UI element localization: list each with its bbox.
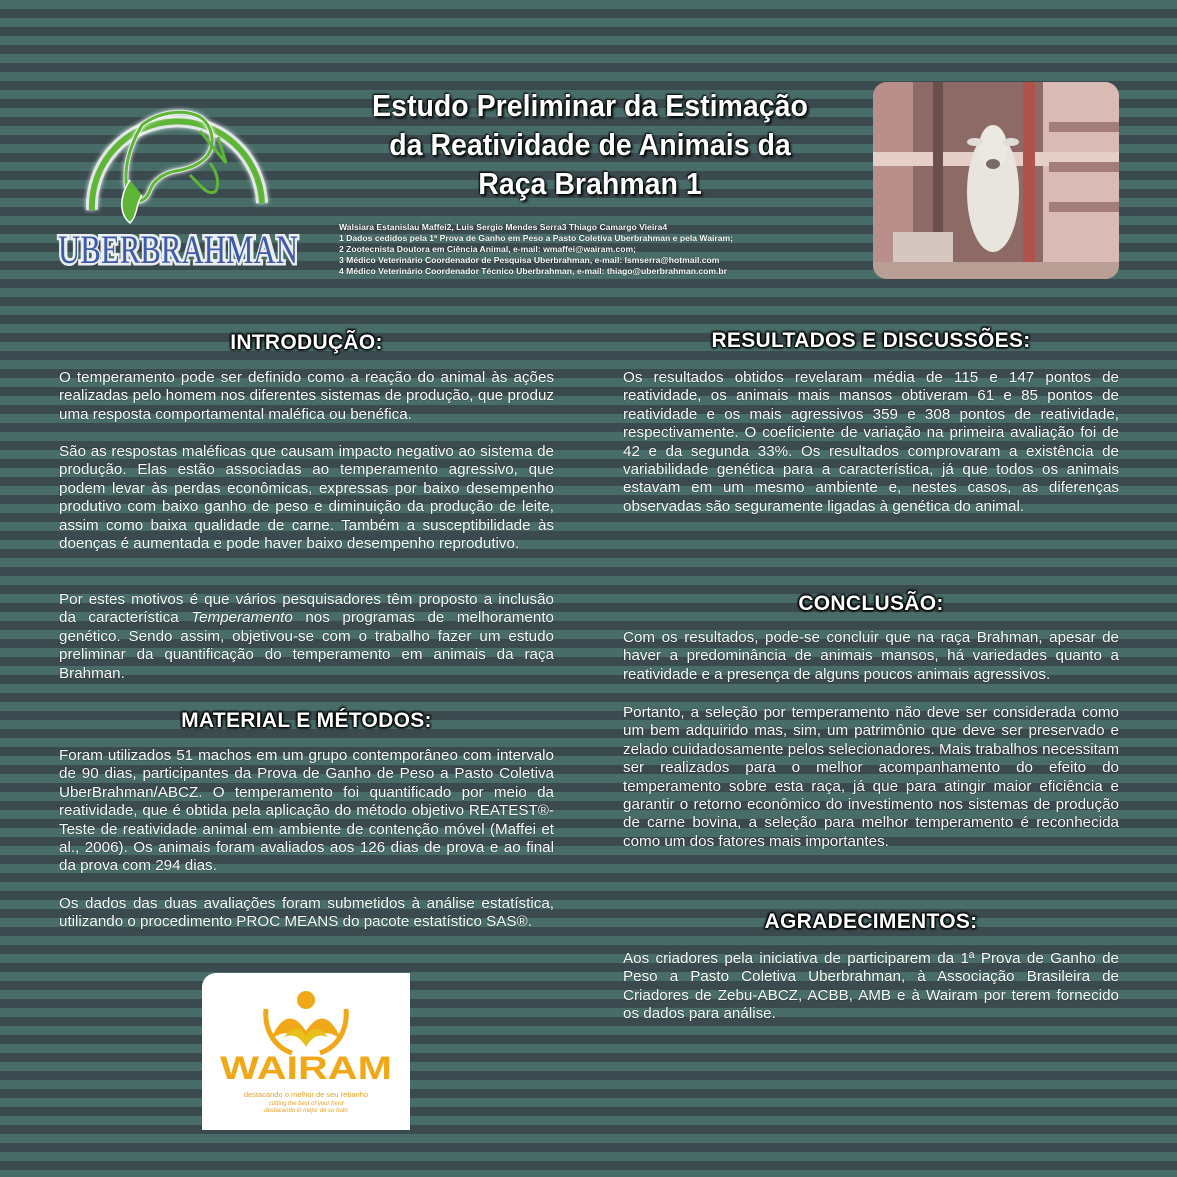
title-line: Raça Brahman 1 [478, 166, 702, 201]
resultados-heading: RESULTADOS E DISCUSSÕES: [711, 329, 1031, 352]
introducao-paragraph: O temperamento pode ser definido como a reação do animal às ações realizadas pelo homem nos diferentes sistemas de produção, que produz uma resposta comportamental maléfica ou benéfica. [59, 369, 554, 423]
poster-title [351, 86, 829, 203]
temperamento-term: Temperamento [191, 609, 293, 627]
wairam-emblem-icon [202, 973, 410, 1130]
wairam-logo [202, 973, 410, 1130]
svg-text:destacando lo mejor de su hato: destacando lo mejor de su hato [264, 1108, 348, 1114]
material-heading: MATERIAL E MÉTODOS: [181, 709, 432, 732]
material-paragraph: Os dados das duas avaliações foram submetidos à análise estatística, utilizando o procedimento PROC MEANS do pacote estatístico SAS®. [59, 895, 554, 931]
author-line: 1 Dados cedidos pela 1ª Prova de Ganho em Peso a Pasto Coletiva Uberbrahman e pela Wairam; [339, 233, 734, 243]
author-line: 4 Médico Veterinário Coordenador Técnico Uberbrahman, e-mail: thiago@uberbrahman.com.br [339, 266, 728, 276]
author-line: Walsiara Estanislau Maffei2, Luis Sergio Mendes Serra3 Thiago Camargo Vieira4 [339, 222, 668, 232]
svg-text:WAIRAM: WAIRAM [220, 1050, 392, 1086]
bull-logo-icon [50, 85, 305, 285]
agradecimentos-paragraph: Aos criadores pela iniciativa de participarem da 1ª Prova de Ganho de Peso a Pasto Coletiva Uberbrahman, à Associação Brasileira de Criadores de Zebu-ABCZ, ACBB, AMB e à Wairam por terem fornecido os dados para análise. [623, 950, 1119, 1023]
authors-block [339, 222, 859, 277]
author-line: 3 Médico Veterinário Coordenador de Pesquisa Uberbrahman, e-mail: lsmserra@hotmail.com [339, 255, 720, 265]
conclusao-paragraph: Com os resultados, pode-se concluir que na raça Brahman, apesar de haver a predominância de animais mansos, há variedades quanto a reatividade e a presença de alguns poucos animais agressivos. [623, 629, 1119, 683]
introducao-paragraph: São as respostas maléficas que causam impacto negativo ao sistema de produção. Elas estão associadas ao temperamento agressivo, que podem levar às perdas econômicas, expressas por baixo desempenho produtivo com baixo ganho de peso e diminuição da produção de leite, assim como baixa qualidade de carne. Também a susceptibilidade às doenças é aumentada e pode haver baixo desempenho reprodutivo. [59, 443, 554, 553]
conclusao-paragraph: Portanto, a seleção por temperamento não deve ser considerada como um bem adquirido mas, sim, um patrimônio que deve ser preservado e zelado cuidadosamente pelos selecionadores. Mais trabalhos necessitam ser realizados para o melhor acompanhamento do efeito do temperamento sobre esta raça, já que para atingir maior eficiência e garantir o retorno econômico do investimento nos sistemas de produção de carne bovina, a seleção para melhor temperamento é reconhecida como um dos fatores mais importantes. [623, 704, 1119, 850]
author-line: 2 Zootecnista Doutora em Ciência Animal, e-mail: wmaffei@wairam.com; [339, 244, 636, 254]
introducao-heading: INTRODUÇÃO: [230, 331, 383, 354]
agradecimentos-heading: AGRADECIMENTOS: [764, 910, 978, 933]
svg-text:destacando o melhor de seu reb: destacando o melhor de seu rebanho [243, 1090, 369, 1099]
cattle-photo [873, 82, 1119, 279]
introducao-text-a: Por estes motivos é que vários pesquisadores têm proposto a inclusão da característica [59, 591, 554, 627]
conclusao-heading: CONCLUSÃO: [798, 592, 944, 615]
title-line: Estudo Preliminar da Estimação [372, 88, 808, 123]
svg-text:cutting the best of your herd: cutting the best of your herd [268, 1101, 344, 1107]
svg-text:UBERBRAHMAN: UBERBRAHMAN [58, 227, 299, 272]
introducao-paragraph [59, 591, 554, 683]
resultados-paragraph: Os resultados obtidos revelaram média de 115 e 147 pontos de reatividade, os animais mais mansos obtiveram 61 e 85 pontos de reatividade e os mais agressivos 359 e 308 pontos de reatividade, respectivamente. O coeficiente de variação na primeira avaliação foi de 42 e da segunda 33%. Os resultados comprovaram a existência de variabilidade genética para a característica, já que todos os animais estavam em um mesmo ambiente e, nestes casos, as diferenças observadas são seguramente ligadas à genética do animal. [623, 369, 1119, 515]
title-line: da Reatividade de Animais da [389, 127, 791, 162]
brahman-bull-in-chute-image [873, 82, 1119, 279]
introducao-text-b: nos programas de melhoramento genético. Sendo assim, objetivou-se com o trabalho fazer um estudo preliminar da quantificação do temperamento em animais da raça Brahman. [59, 609, 554, 682]
svg-text:UBERBRAHMAN: UBERBRAHMAN [58, 227, 298, 272]
material-paragraph: Foram utilizados 51 machos em um grupo contemporâneo com intervalo de 90 dias, participantes da Prova de Ganho de Peso a Pasto Coletiva UberBrahman/ABCZ. O temperamento foi quantificado por meio da reatividade, que é obtida pela aplicação do método objetivo REATEST®-Teste de reatividade animal em ambiente de contenção móvel (Maffei et al., 2006). Os animais foram avaliados aos 126 dias de prova e ao final da prova com 294 dias. [59, 747, 554, 875]
uberbrahman-logo [50, 85, 305, 285]
